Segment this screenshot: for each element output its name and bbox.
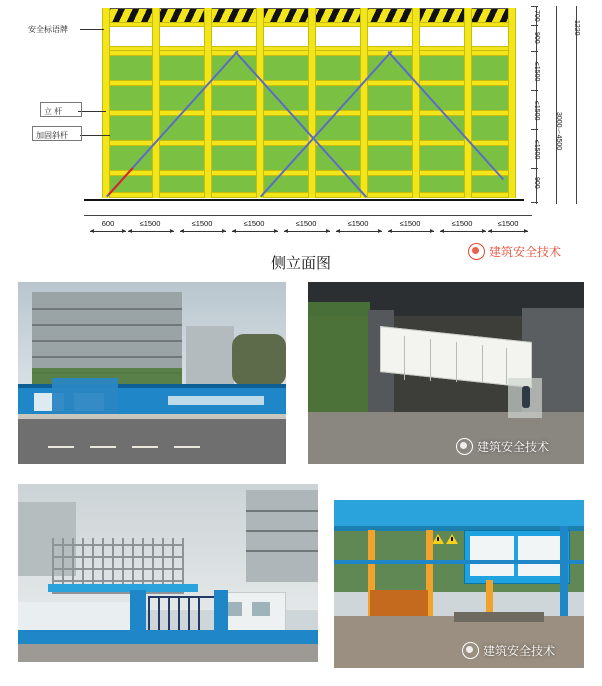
watermark-logo-photo2 bbox=[456, 438, 549, 455]
notice-divider bbox=[404, 336, 405, 380]
tree-cluster bbox=[232, 334, 286, 386]
blue-steel-frame bbox=[560, 526, 568, 622]
canopy-roof bbox=[334, 500, 584, 526]
floor-line bbox=[32, 340, 182, 342]
dimension-bot-3: ≤1500 bbox=[243, 219, 265, 228]
vertical-post bbox=[204, 8, 212, 198]
road-marking bbox=[132, 446, 158, 448]
dimension-1500-c: ≤1500 bbox=[533, 140, 540, 160]
office-window bbox=[252, 602, 270, 616]
curb bbox=[18, 414, 286, 419]
warning-triangle-icon bbox=[446, 534, 458, 544]
dimension-tick bbox=[531, 25, 538, 26]
floor-line bbox=[32, 356, 182, 358]
dimension-bot-7: ≤1500 bbox=[451, 219, 473, 228]
dimension-arrow bbox=[128, 231, 174, 232]
wechat-ring-icon bbox=[462, 642, 479, 659]
dimension-overall-3000-4500: 3000～4500 bbox=[555, 111, 562, 151]
watermark-text: 建筑安全技术 bbox=[477, 440, 550, 454]
watermark-text: 建筑安全技术 bbox=[483, 644, 556, 658]
road-marking bbox=[174, 446, 200, 448]
blue-steel-frame bbox=[334, 560, 584, 564]
elevation-drawing bbox=[0, 0, 602, 278]
notice-divider bbox=[430, 339, 431, 381]
watermark-logo-photo4 bbox=[462, 642, 555, 659]
vertical-post bbox=[464, 8, 472, 198]
notice-divider bbox=[506, 348, 507, 384]
dimension-bot-6: ≤1500 bbox=[399, 219, 421, 228]
drawing-caption: 侧立面图 bbox=[270, 256, 331, 272]
road-marking bbox=[90, 446, 116, 448]
dimension-700: 700 bbox=[533, 10, 540, 22]
dimension-overall-1220: 1220 bbox=[573, 20, 580, 36]
photo-3 bbox=[18, 484, 318, 662]
floor-line bbox=[246, 530, 318, 532]
leader-line bbox=[78, 111, 106, 112]
ground-line bbox=[84, 199, 524, 201]
label-safety-slogan-board: 安全标语牌 bbox=[28, 25, 68, 34]
dimension-baseline bbox=[84, 215, 532, 216]
dimension-1500-b: ≤1500 bbox=[533, 101, 540, 121]
dimension-1500-a: ≤1500 bbox=[533, 62, 540, 82]
floor-line bbox=[32, 324, 182, 326]
label-box-brace bbox=[32, 126, 82, 141]
vertical-post bbox=[412, 8, 420, 198]
watermark-text: 建筑安全技术 bbox=[489, 245, 562, 259]
blue-pillar bbox=[130, 590, 146, 644]
floor-line bbox=[32, 308, 182, 310]
dimension-bot-8: ≤1500 bbox=[497, 219, 519, 228]
dimension-tick bbox=[531, 51, 538, 52]
dimension-arrow bbox=[90, 231, 126, 232]
notice-divider bbox=[482, 345, 483, 383]
road-marking bbox=[48, 446, 74, 448]
dimension-arrow bbox=[440, 231, 486, 232]
dimension-arrow bbox=[336, 231, 382, 232]
dimension-bot-4: ≤1500 bbox=[295, 219, 317, 228]
scaffold-elevation bbox=[84, 6, 532, 204]
dimension-arrow bbox=[232, 231, 278, 232]
vertical-post bbox=[102, 8, 110, 198]
vertical-post bbox=[308, 8, 316, 198]
building-far-right bbox=[246, 490, 318, 582]
road-foreground bbox=[18, 644, 318, 662]
floor-line bbox=[246, 510, 318, 512]
warning-triangle-icon bbox=[432, 534, 444, 544]
sign-panel bbox=[518, 536, 562, 576]
label-reinforcing-brace: 加固斜杆 bbox=[36, 131, 68, 140]
photo-4 bbox=[334, 500, 584, 668]
dimension-tick bbox=[531, 202, 538, 203]
bench bbox=[454, 612, 544, 622]
label-box-post bbox=[40, 102, 82, 117]
dimension-900-bottom: 900 bbox=[533, 177, 540, 189]
photo-1 bbox=[18, 282, 286, 464]
dimension-900-top: 900 bbox=[533, 32, 540, 44]
notice-divider bbox=[456, 342, 457, 382]
dimension-arrow bbox=[488, 231, 528, 232]
dimension-bot-2: ≤1500 bbox=[191, 219, 213, 228]
wechat-ring-icon bbox=[456, 438, 473, 455]
vertical-post bbox=[256, 8, 264, 198]
dimension-tick bbox=[531, 129, 538, 130]
road bbox=[18, 418, 286, 464]
worker-figure bbox=[522, 386, 530, 408]
leader-line bbox=[80, 135, 110, 136]
hoarding-sign bbox=[168, 396, 264, 405]
canopy-roof bbox=[48, 584, 198, 592]
floor-line bbox=[246, 550, 318, 552]
vertical-post bbox=[152, 8, 160, 198]
dimension-arrow bbox=[180, 231, 226, 232]
vertical-post bbox=[360, 8, 368, 198]
protective-shed bbox=[52, 378, 118, 418]
dimension-tick bbox=[531, 6, 538, 7]
dimension-bot-5: ≤1500 bbox=[347, 219, 369, 228]
label-vertical-post: 立 杆 bbox=[44, 107, 63, 116]
dimension-arrow bbox=[284, 231, 330, 232]
photo-2 bbox=[308, 282, 584, 464]
leader-line bbox=[80, 29, 104, 30]
photo-grid bbox=[0, 278, 602, 686]
dimension-600: 600 bbox=[101, 219, 115, 228]
blue-pillar bbox=[214, 590, 228, 644]
sign-panel bbox=[470, 536, 514, 576]
dimension-bot-1: ≤1500 bbox=[139, 219, 161, 228]
vertical-post bbox=[508, 8, 516, 198]
dimension-arrow bbox=[388, 231, 434, 232]
blue-wall-base bbox=[18, 630, 318, 644]
dimension-tick bbox=[531, 90, 538, 91]
building-far bbox=[186, 326, 234, 384]
dimension-tick bbox=[531, 168, 538, 169]
